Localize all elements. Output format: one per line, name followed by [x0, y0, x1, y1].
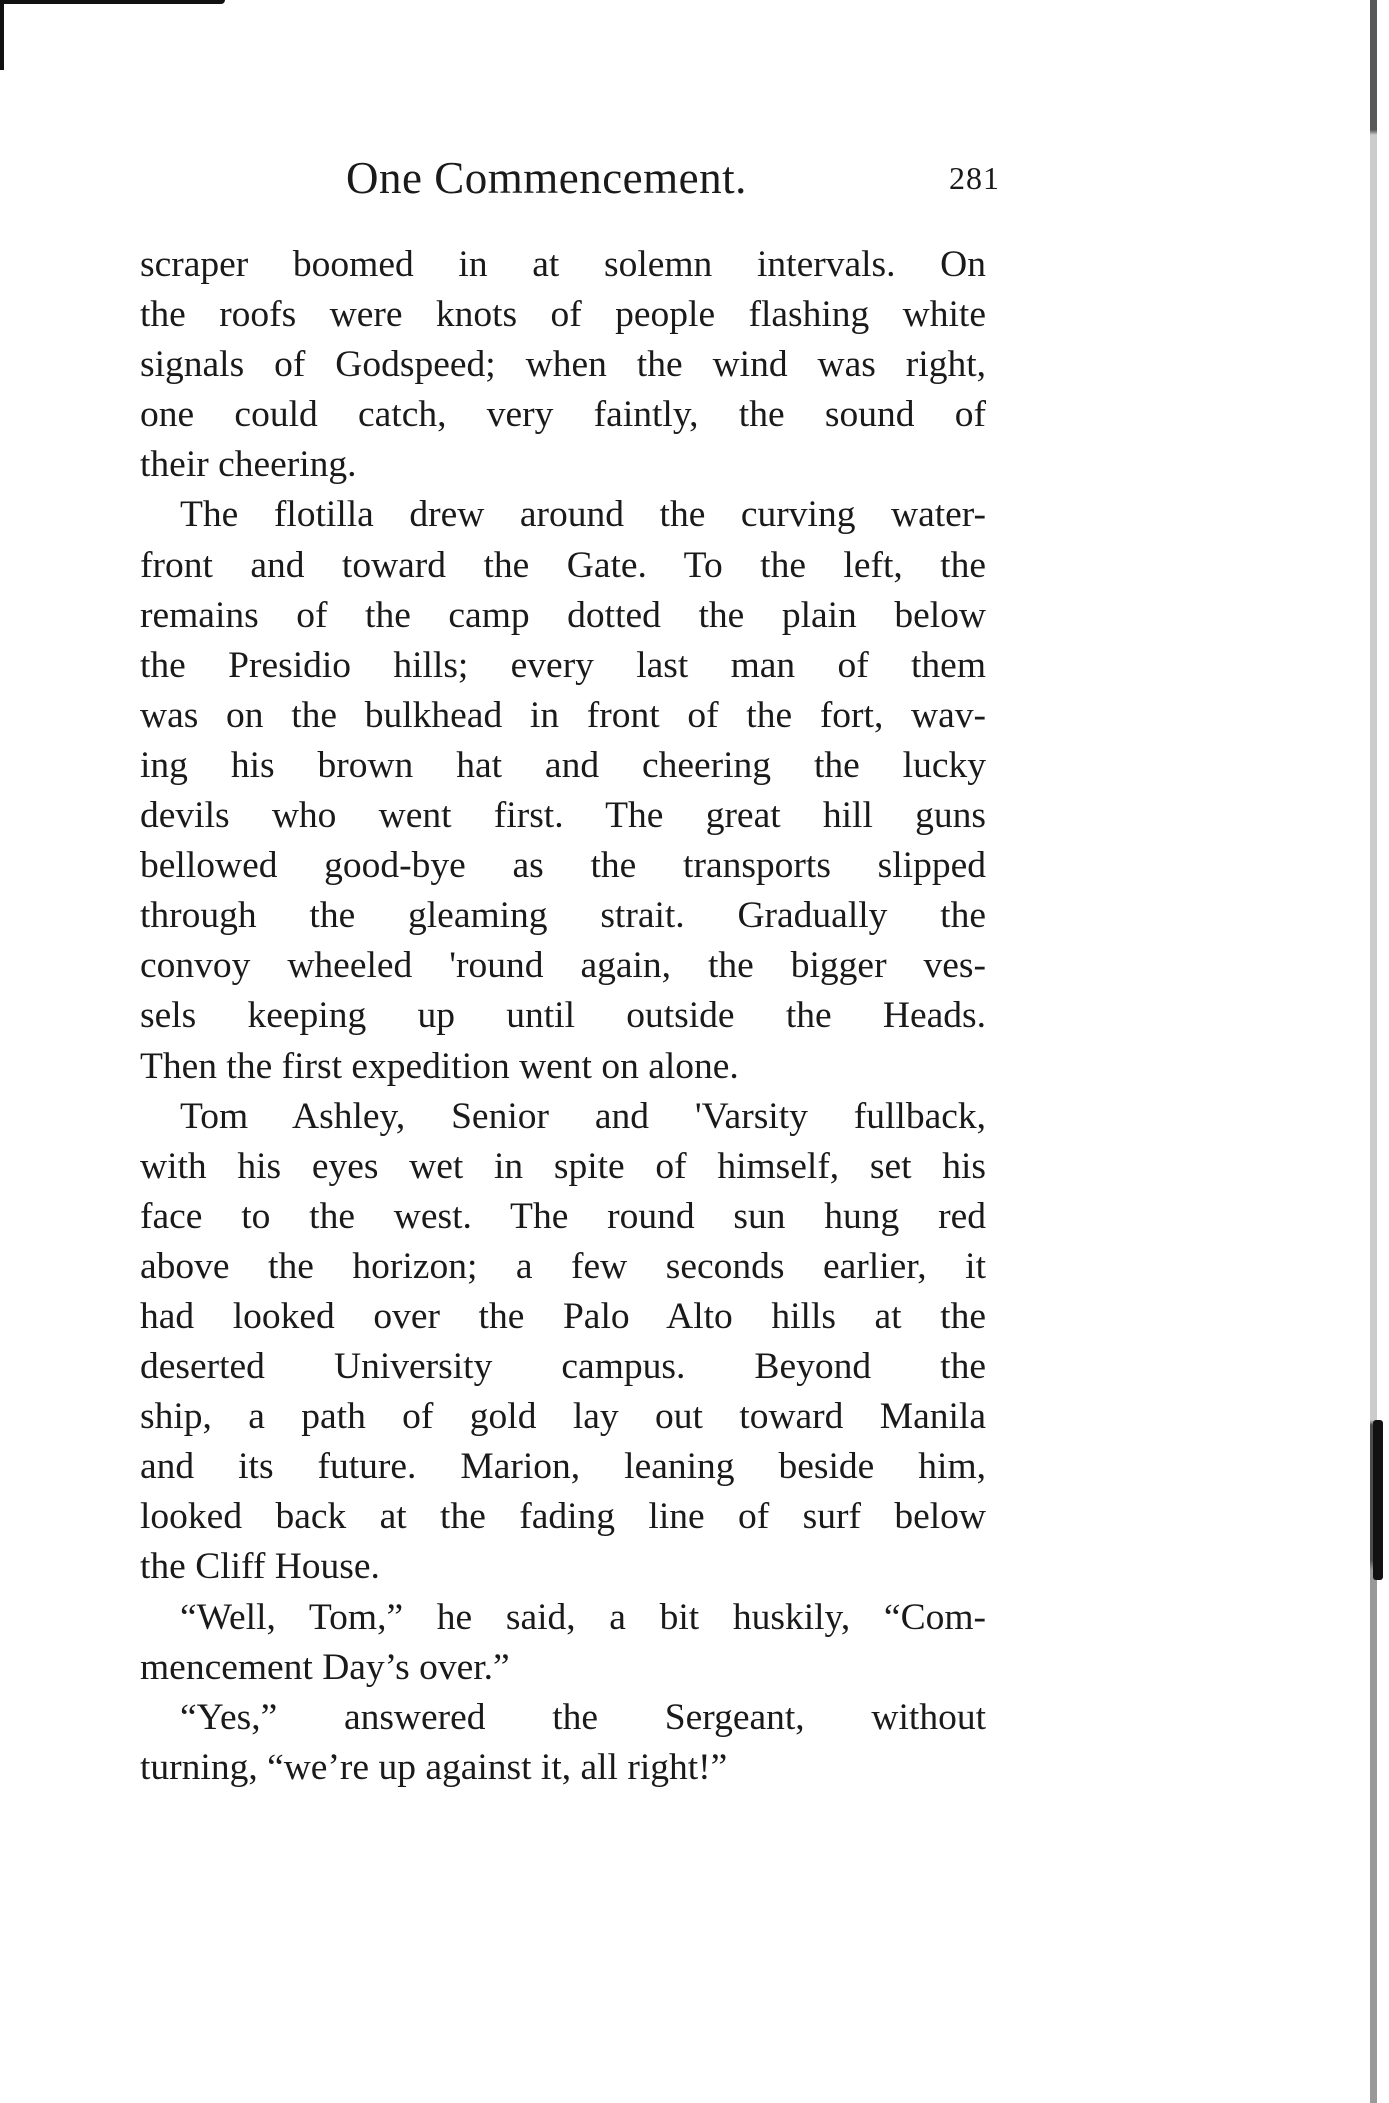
- scan-page-edge-shadow: [1373, 1420, 1383, 1580]
- text-line: through the gleaming strait. Gradually the: [140, 895, 986, 937]
- text-line: the Presidio hills; every last man of them: [140, 644, 986, 686]
- text-line: “Well, Tom,” he said, a bit huskily, “Com-: [180, 1596, 986, 1638]
- text-line: The flotilla drew around the curving water-: [180, 494, 986, 536]
- text-line: was on the bulkhead in front of the fort, wav-: [140, 694, 986, 736]
- text-line: signals of Godspeed; when the wind was right,: [140, 344, 986, 386]
- text-line: Tom Ashley, Senior and 'Varsity fullback,: [180, 1095, 986, 1137]
- text-line: “Yes,” answered the Sergeant, without: [180, 1696, 986, 1738]
- text-line: with his eyes wet in spite of himself, set his: [140, 1145, 986, 1187]
- body-text: [140, 240, 986, 1793]
- text-line: face to the west. The round sun hung red: [140, 1195, 986, 1237]
- scan-corner-mark-vertical: [0, 0, 4, 70]
- text-line: and its future. Marion, leaning beside him,: [140, 1446, 986, 1488]
- scan-corner-mark: [0, 0, 225, 4]
- text-line: deserted University campus. Beyond the: [140, 1346, 986, 1388]
- page-number: 281: [949, 160, 1000, 196]
- text-line: ing his brown hat and cheering the lucky: [140, 744, 986, 786]
- page-header: [140, 152, 1000, 212]
- text-line: remains of the camp dotted the plain below: [140, 594, 986, 636]
- text-line: their cheering.: [140, 444, 357, 486]
- text-line: one could catch, very faintly, the sound of: [140, 394, 986, 436]
- text-line: the Cliff House.: [140, 1546, 380, 1588]
- text-line: the roofs were knots of people flashing white: [140, 294, 986, 336]
- text-line: devils who went first. The great hill guns: [140, 795, 986, 837]
- text-line: ship, a path of gold lay out toward Manila: [140, 1396, 986, 1438]
- paragraph: [140, 490, 986, 1091]
- text-line: had looked over the Palo Alto hills at the: [140, 1295, 986, 1337]
- text-line: sels keeping up until outside the Heads.: [140, 995, 986, 1037]
- paragraph: [140, 240, 986, 490]
- paragraph: [140, 1092, 986, 1593]
- text-line: scraper boomed in at solemn intervals. On: [140, 244, 986, 285]
- text-line: above the horizon; a few seconds earlier, it: [140, 1245, 986, 1287]
- text-line: Then the first expedition went on alone.: [140, 1045, 739, 1087]
- text-line: looked back at the fading line of surf below: [140, 1496, 986, 1538]
- paragraph: [140, 1593, 986, 1693]
- running-head: One Commencement.: [346, 153, 747, 203]
- text-line: mencement Day’s over.”: [140, 1646, 510, 1688]
- scan-page-edge: [1370, 0, 1377, 2103]
- text-line: bellowed good-bye as the transports slipped: [140, 845, 986, 887]
- paragraph: [140, 1693, 986, 1793]
- text-line: turning, “we’re up against it, all right!”: [140, 1746, 728, 1788]
- text-line: convoy wheeled 'round again, the bigger ves-: [140, 945, 986, 987]
- text-line: front and toward the Gate. To the left, the: [140, 544, 986, 586]
